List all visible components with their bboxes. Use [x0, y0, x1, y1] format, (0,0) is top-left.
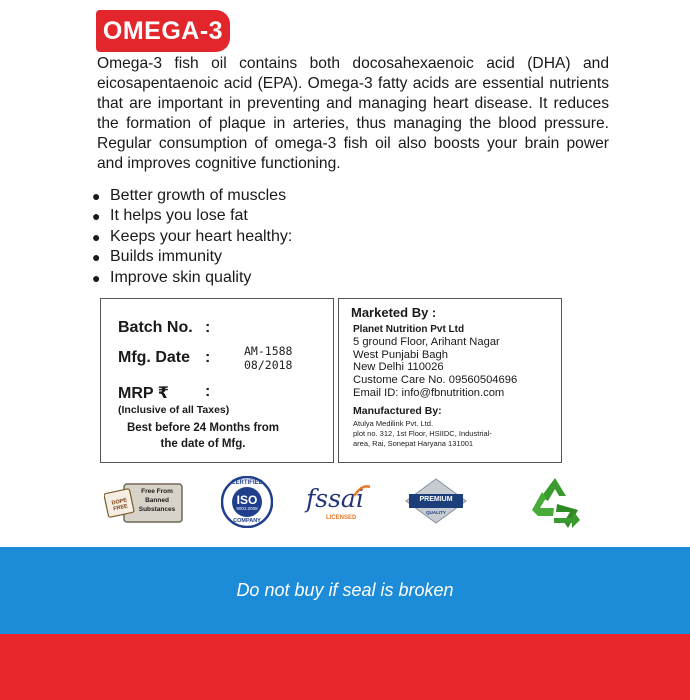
product-description: Omega-3 fish oil contains both docosahexaenoic acid (DHA) and eicosapentaenoic acid (EPA). Omega-3 fatty acids are essential nutrients that are important in preventing and managing heart disease. It reduces the formation of plaque in arteries, thus managing the blood pressure. Regular consumption of omega-3 fish oil also boosts your brain power and improves cognitive functioning.	[97, 55, 609, 172]
marketer-address-line: 5 ground Floor, Arihant Nagar	[353, 336, 500, 348]
benefit-item: ● Keeps your heart healthy:	[92, 227, 292, 247]
iso-number: 9001:2008	[236, 506, 258, 511]
dope-free-stamp: DOPE FREE	[111, 497, 129, 513]
mrp-colon: :	[205, 383, 211, 400]
seal-warning-text: Do not buy if seal is broken	[236, 580, 454, 600]
mfg-date-value: 08/2018	[244, 358, 293, 372]
mfg-date-label: Mfg. Date	[118, 349, 190, 366]
email-line: Email ID: info@fbnutrition.com	[353, 387, 505, 399]
marketer-address-line: New Delhi 110026	[353, 361, 444, 373]
tax-note: (Inclusive of all Taxes)	[118, 404, 230, 416]
recycle-logo	[526, 474, 584, 530]
bullet-icon: ●	[92, 208, 101, 225]
fssai-text: fssai	[306, 484, 364, 513]
best-before-line-2: the date of Mfg.	[160, 438, 246, 450]
bullet-icon: ●	[92, 188, 101, 204]
customer-care-line: Custome Care No. 09560504696	[353, 374, 518, 386]
seal-warning-banner	[0, 547, 690, 634]
benefit-item: ● Better growth of muscles	[92, 186, 292, 206]
bullet-icon: ●	[92, 249, 101, 266]
best-before-line-1: Best before 24 Months from	[126, 422, 280, 434]
benefit-item: ● Improve skin quality	[92, 268, 292, 288]
manufacturer-line: plot no. 312, 1st Floor, HSIIDC, Industrial-	[353, 429, 492, 438]
title-badge	[96, 10, 230, 52]
marketer-info-box	[338, 298, 562, 463]
marketed-by-heading: Marketed By :	[351, 305, 437, 320]
recycle-icon	[526, 474, 584, 530]
fssai-swoosh-icon	[352, 484, 372, 498]
batch-colon: :	[205, 319, 211, 336]
benefit-item: ● Builds immunity	[92, 247, 292, 267]
fssai-subtext: LICENSED	[326, 515, 357, 521]
marketer-address-line: West Punjabi Bagh	[353, 349, 448, 361]
iso-top-text: CERTIFIED	[231, 480, 263, 486]
iso-text: ISO	[236, 493, 258, 507]
dope-free-line: Free From	[141, 488, 173, 495]
quality-text: QUALITY	[426, 510, 446, 515]
batch-info-box	[100, 298, 334, 463]
batch-number-value: AM-1588	[244, 344, 293, 358]
dope-free-badge	[104, 482, 184, 524]
premium-quality-badge	[403, 478, 469, 524]
marketer-company: Planet Nutrition Pvt Ltd	[353, 324, 465, 335]
mrp-label: MRP ₹	[118, 385, 169, 402]
dope-free-line: Substances	[138, 506, 176, 513]
manufacturer-line: Atulya Medilink Pvt. Ltd.	[353, 419, 434, 428]
benefits-list	[92, 186, 292, 288]
premium-text: PREMIUM	[419, 496, 453, 503]
iso-certified-seal	[221, 476, 273, 528]
mfg-colon: :	[205, 349, 211, 366]
bullet-icon: ●	[92, 228, 101, 245]
footer-red-band	[0, 634, 690, 700]
manufactured-by-heading: Manufactured By:	[353, 405, 442, 417]
batch-label: Batch No.	[118, 319, 193, 336]
product-title: OMEGA-3	[102, 16, 224, 45]
iso-bottom-text: COMPANY	[233, 518, 261, 524]
manufacturer-line: area, Rai, Sonepat Haryana 131001	[353, 439, 474, 448]
benefit-item: ● It helps you lose fat	[92, 206, 292, 226]
fssai-logo	[306, 484, 378, 524]
dope-free-line: Banned	[145, 497, 169, 504]
bullet-icon: ●	[92, 269, 101, 286]
